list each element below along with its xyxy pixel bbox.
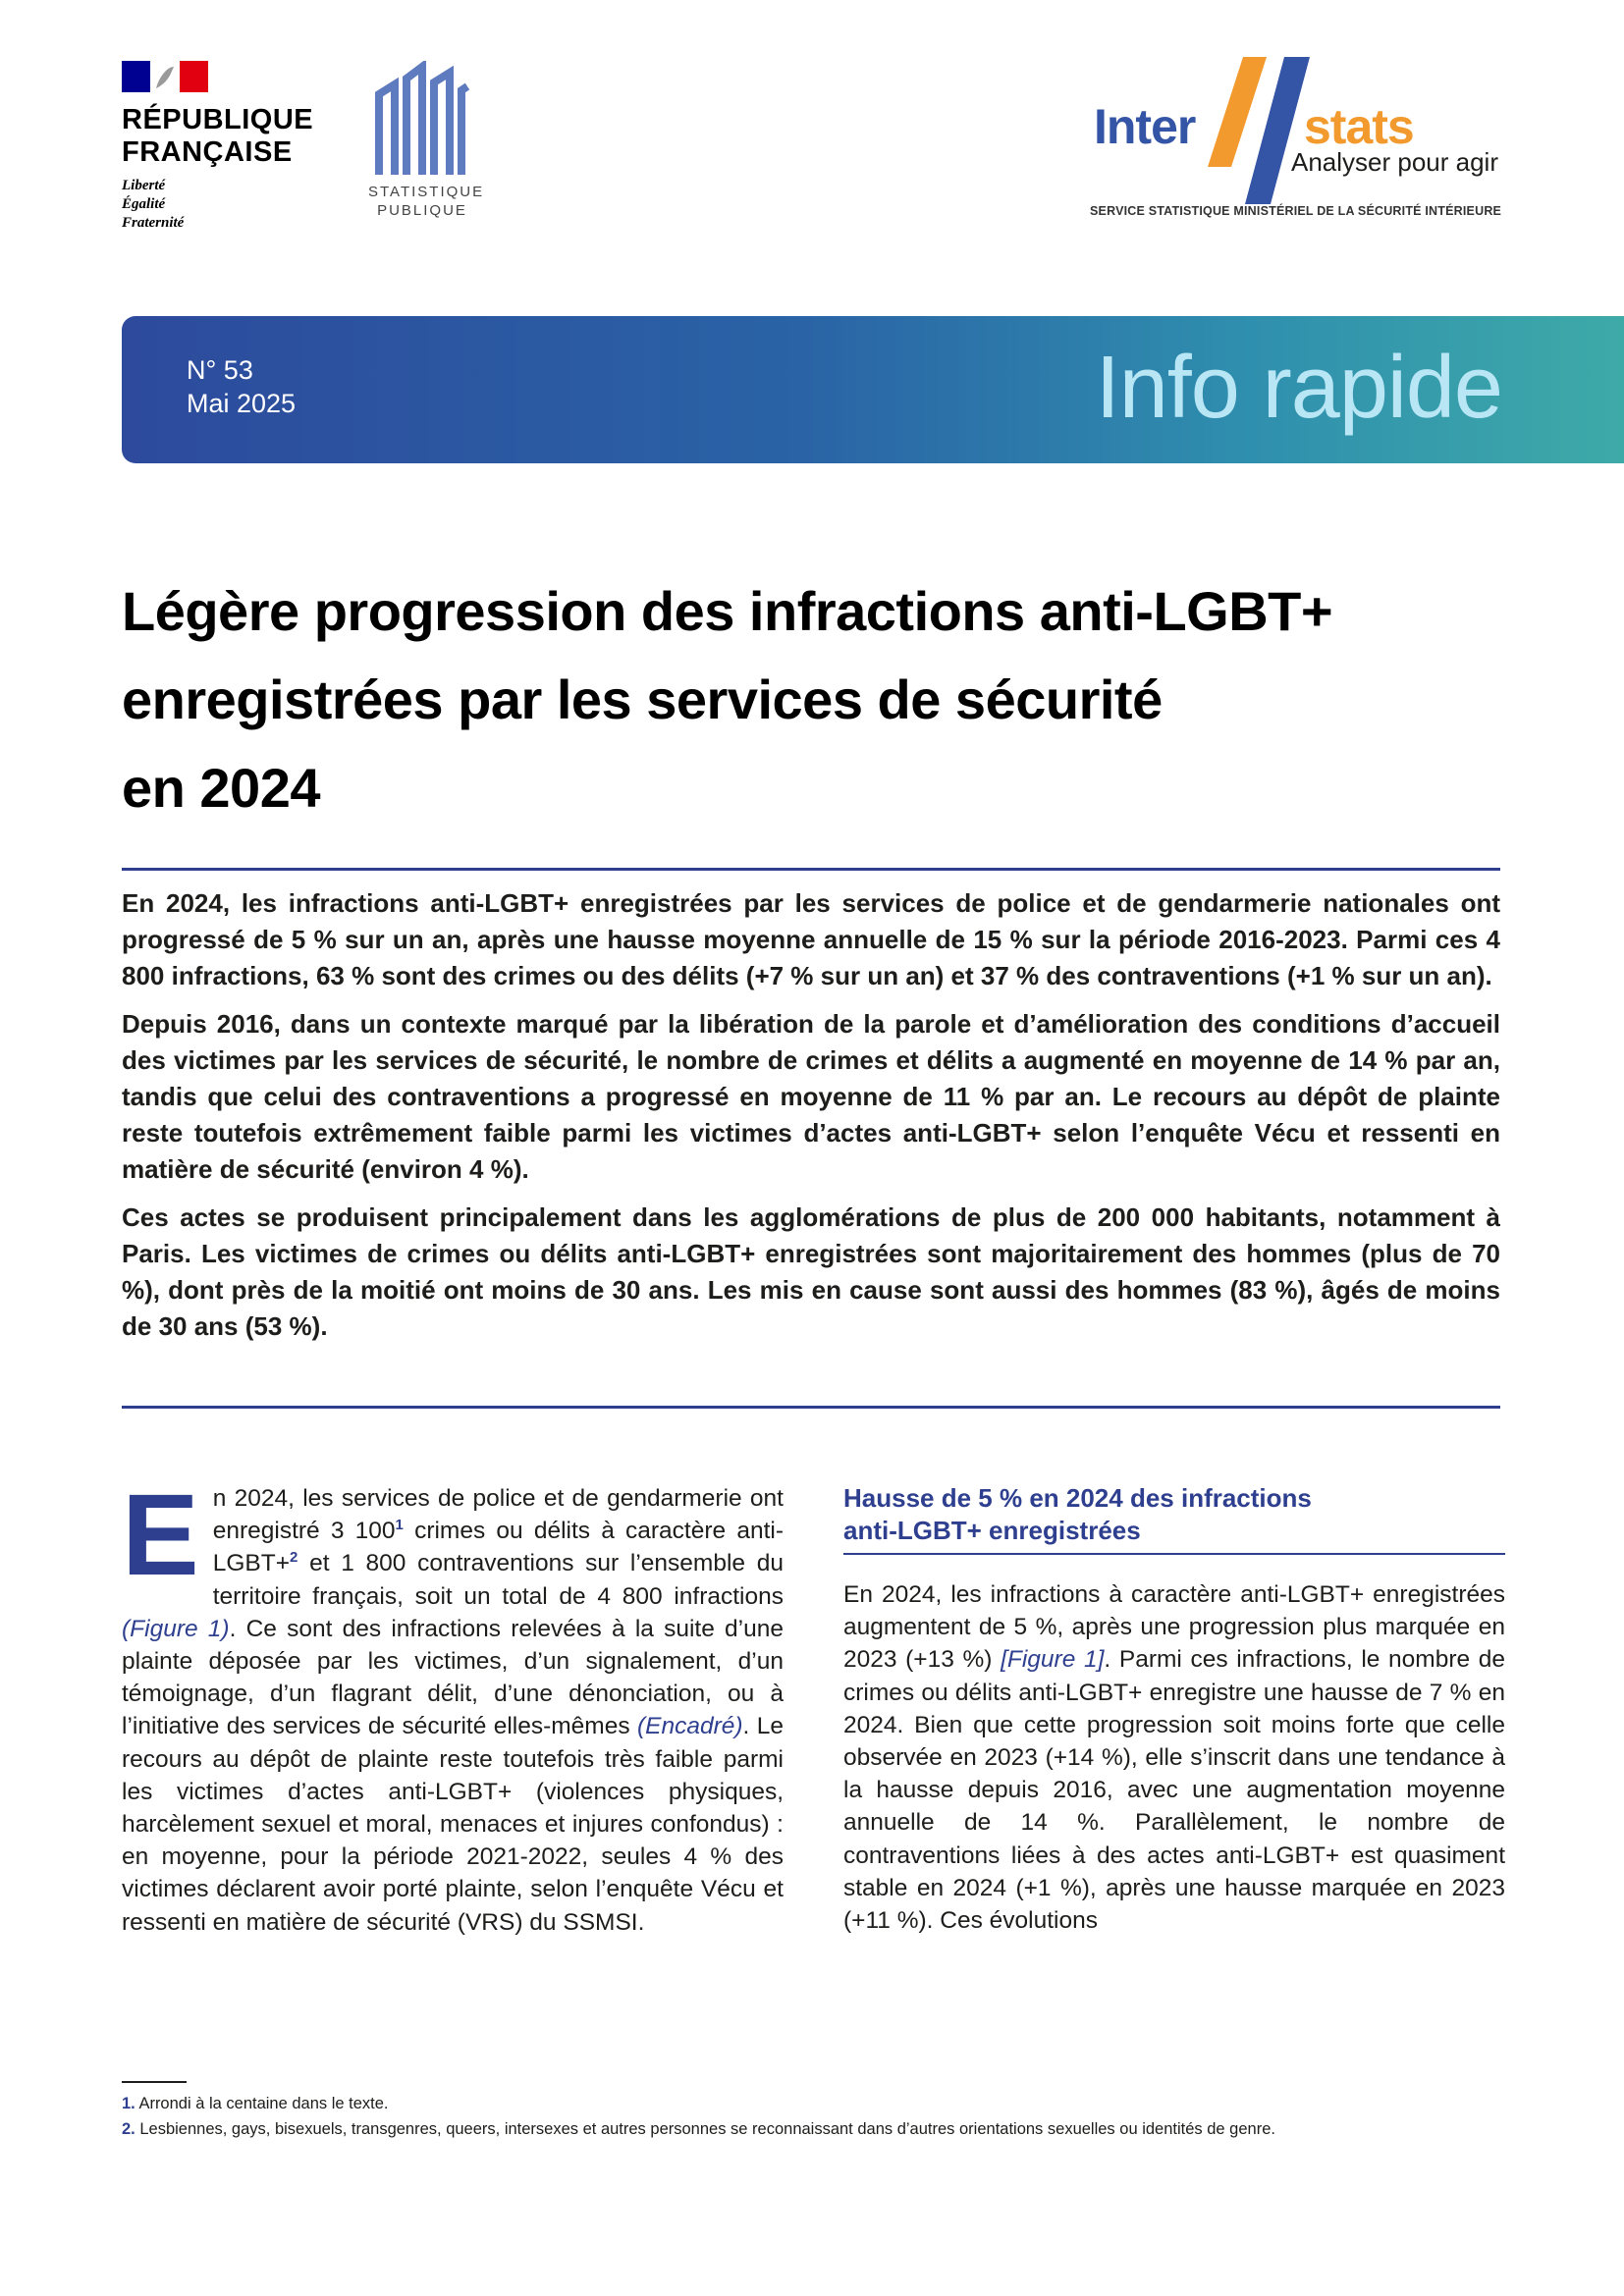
statistique-publique-icon <box>373 61 471 177</box>
footnote-1: 1. Arrondi à la centaine dans le texte. <box>122 2095 389 2112</box>
abstract-paragraph: En 2024, les infractions anti-LGBT+ enregistrées par les services de police et de gendarmerie nationales ont progressé de 5 % sur un an, après une hausse moyenne annuelle de 15 % sur la période 2016-2023. Parmi ces 4 800 infractions, 63 % sont des crimes ou des délits (+7 % sur un an) et 37 % des contraventions (+1 % sur un an). <box>122 888 1500 990</box>
figure-1-link[interactable]: [Figure 1] <box>1001 1646 1105 1674</box>
statistique-publique-text: STATISTIQUE PUBLIQUE <box>368 184 485 219</box>
footnote-2: 2. Lesbiennes, gays, bisexuels, transgenres, queers, intersexes et autres personnes se reconnaissant dans d’autres orientations sexuelles ou identités de genre. <box>122 2120 1275 2138</box>
republique-francaise-name: RÉPUBLIQUE FRANÇAISE <box>122 104 314 168</box>
abstract-bottom-rule <box>122 1406 1500 1409</box>
issue-info <box>187 353 296 420</box>
footnote-rule <box>122 2081 187 2083</box>
footnotes <box>122 2091 1516 2142</box>
republic-motto: Liberté Égalité Fraternité <box>122 178 185 231</box>
section-heading: Hausse de 5 % en 2024 des infractions anti-LGBT+ enregistrées <box>843 1482 1505 1555</box>
interstats-stats-text: stats <box>1304 99 1414 154</box>
banner-title: Info rapide <box>1095 339 1502 437</box>
abstract-top-rule <box>122 868 1500 871</box>
interstats-logo <box>1090 57 1502 224</box>
interstats-service-name: SERVICE STATISTIQUE MINISTÉRIEL DE LA SÉCURITÉ INTÉRIEURE <box>1090 204 1502 218</box>
abstract <box>122 885 1500 1357</box>
republique-francaise-logo <box>122 61 328 233</box>
abstract-paragraph: Ces actes se produisent principalement dans les agglomérations de plus de 200 000 habitants, notamment à Paris. Les victimes de crimes ou délits anti-LGBT+ enregistrées sont majoritairement des hommes (plus de 70 %), dont près de la moitié ont moins de 30 ans. Les mis en cause sont aussi des hommes (83 %), âgés de moins de 30 ans (53 %). <box>122 1202 1500 1341</box>
statistique-publique-logo <box>368 61 485 220</box>
right-column: Hausse de 5 % en 2024 des infractions anti-LGBT+ enregistrées En 2024, les infractions à caractère anti-LGBT+ enregistrées augmentent de 5 %, après une progression plus marquée en 2023 (+13 %) [Figure 1]. Parmi ces infractions, le nombre de crimes ou délits anti-LGBT+ enregistre une hausse de 7 % en 2024. Bien que cette progression soit moins forte que celle observée en 2023 (+14 %), elle s’inscrit dans une tendance à la hausse depuis 2016, avec une augmentation moyenne annuelle de 14 %. Parallèlement, le nombre de contraventions liées à des actes anti-LGBT+ est quasiment stable en 2024 (+1 %), après une hausse marquée en 2023 (+11 %). Ces évolutions <box>843 1483 1505 1935</box>
abstract-paragraph: Depuis 2016, dans un contexte marqué par la libération de la parole et d’amélioration des conditions d’accueil des victimes par les services de sécurité, le nombre de crimes et délits a augmenté en moyenne de 14 % par an, tandis que celui des contraventions a progressé en moyenne de 11 % par an. Le recours au dépôt de plainte reste toutefois extrêmement faible parmi les victimes d’actes anti-LGBT+ selon l’enquête Vécu et ressenti en matière de sécurité (environ 4 %). <box>122 1009 1500 1184</box>
interstats-tagline: Analyser pour agir <box>1291 147 1498 177</box>
issue-date: Mai 2025 <box>187 389 297 418</box>
issue-number: N° 53 <box>187 355 253 385</box>
figure-1-link[interactable]: (Figure 1) <box>122 1615 230 1642</box>
marianne-flag-icon <box>122 61 208 92</box>
info-rapide-banner <box>122 316 1624 463</box>
dropcap: E <box>122 1470 199 1600</box>
footnote-ref-2[interactable]: 2 <box>290 1549 298 1567</box>
left-column: E n 2024, les services de police et de gendarmerie ont enregistré 3 $100^1$ crimes ou délits à caractère anti-LGBT+$^2$ et 1 800 contraventions sur l’ensemble du territoire français, soit un total de 4 800 infractions (Figure 1). Ce sont des infractions relevées à la suite d’une plainte déposée par les victimes, d’un signalement, d’un témoignage, d’un flagrant délit, d’une dénonciation, ou à l’initiative des services de sécurité elles-mêmes (Encadré). Le recours au dépôt de plainte reste toutefois très faible parmi les victimes d’actes anti-LGBT+ (violences physiques, harcèlement sexuel et moral, menaces et injures confondus) : en moyenne, pour la période 2021-2022, seules 4 % des victimes déclarent avoir porté plainte, selon l’enquête Vécu et ressenti en matière de sécurité (VRS) du SSMSI. <box>122 1470 784 1936</box>
interstats-slash-icon <box>1208 57 1316 204</box>
interstats-inter-text: Inter <box>1094 99 1196 154</box>
page-title: Légère progression des infractions anti-LGBT+ enregistrées par les services de sécurité en 2024 <box>122 580 1333 819</box>
encadre-link[interactable]: (Encadré) <box>636 1713 743 1740</box>
footnote-ref-1[interactable]: 1 <box>395 1517 404 1534</box>
